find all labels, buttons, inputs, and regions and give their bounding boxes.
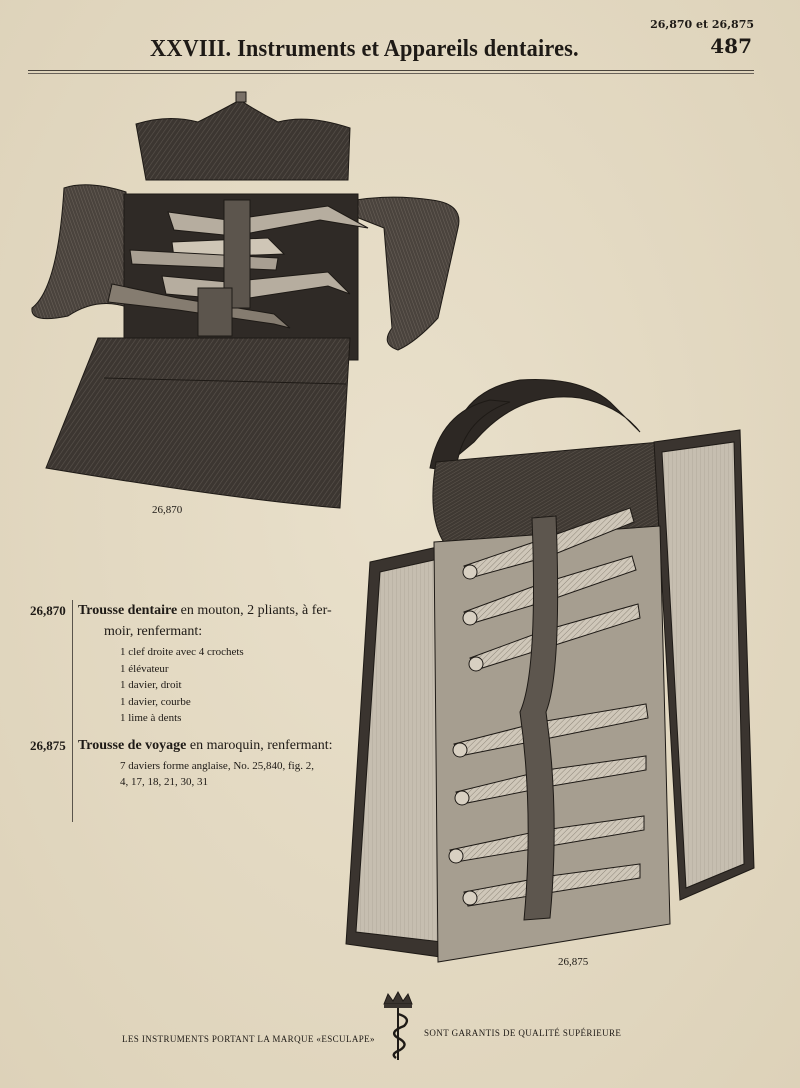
entry-number: 26,870 — [30, 603, 66, 618]
page-range: 26,870 et 26,875 — [650, 18, 754, 31]
list-item: 1 clef droite avec 4 crochets — [120, 646, 244, 658]
entry-description — [78, 598, 352, 642]
entry-number: 26,875 — [30, 737, 66, 753]
entry-name: Trousse de voyage — [78, 737, 187, 753]
list-item: 1 davier, courbe — [120, 695, 191, 708]
entry-description-line1: en mouton, 2 pliants, à fer- — [177, 603, 332, 618]
list-item: 1 lime à dents — [120, 712, 182, 724]
esculape-crown-serpent-icon — [378, 990, 418, 1062]
list-item: 1 davier, droit — [120, 679, 182, 691]
footer-left-text: LES INSTRUMENTS PORTANT LA MARQUE «ESCULAPE» — [122, 1034, 375, 1044]
list-item: 7 daviers forme anglaise, No. 25,840, fig. 2, — [120, 759, 314, 772]
header-rule — [28, 70, 754, 71]
entry-contents — [120, 644, 352, 727]
entry-description-line2: moir, renfermant: — [104, 624, 203, 639]
footer-right-text: SONT GARANTIS DE QUALITÉ SUPÉRIEURE — [424, 1028, 622, 1038]
entry-contents — [120, 758, 350, 791]
entry-description — [78, 733, 352, 756]
list-item: 1 élévateur — [120, 662, 169, 675]
figure-caption-26875: 26,875 — [558, 956, 589, 968]
catalog-entries — [22, 598, 352, 797]
header-rule-secondary — [28, 73, 754, 74]
figure-caption-26870: 26,870 — [152, 504, 183, 516]
entry-description-line1: en maroquin, renfermant: — [186, 737, 333, 753]
catalog-entry-26870 — [22, 598, 352, 727]
travel-case-illustration — [340, 372, 760, 972]
page-number: 487 — [710, 34, 752, 58]
catalog-entry-26875 — [22, 733, 352, 791]
chapter-title: XXVIII. Instruments et Appareils dentaires. — [150, 36, 579, 62]
entry-name: Trousse dentaire — [78, 603, 178, 618]
list-item: 4, 17, 18, 21, 30, 31 — [120, 776, 208, 788]
